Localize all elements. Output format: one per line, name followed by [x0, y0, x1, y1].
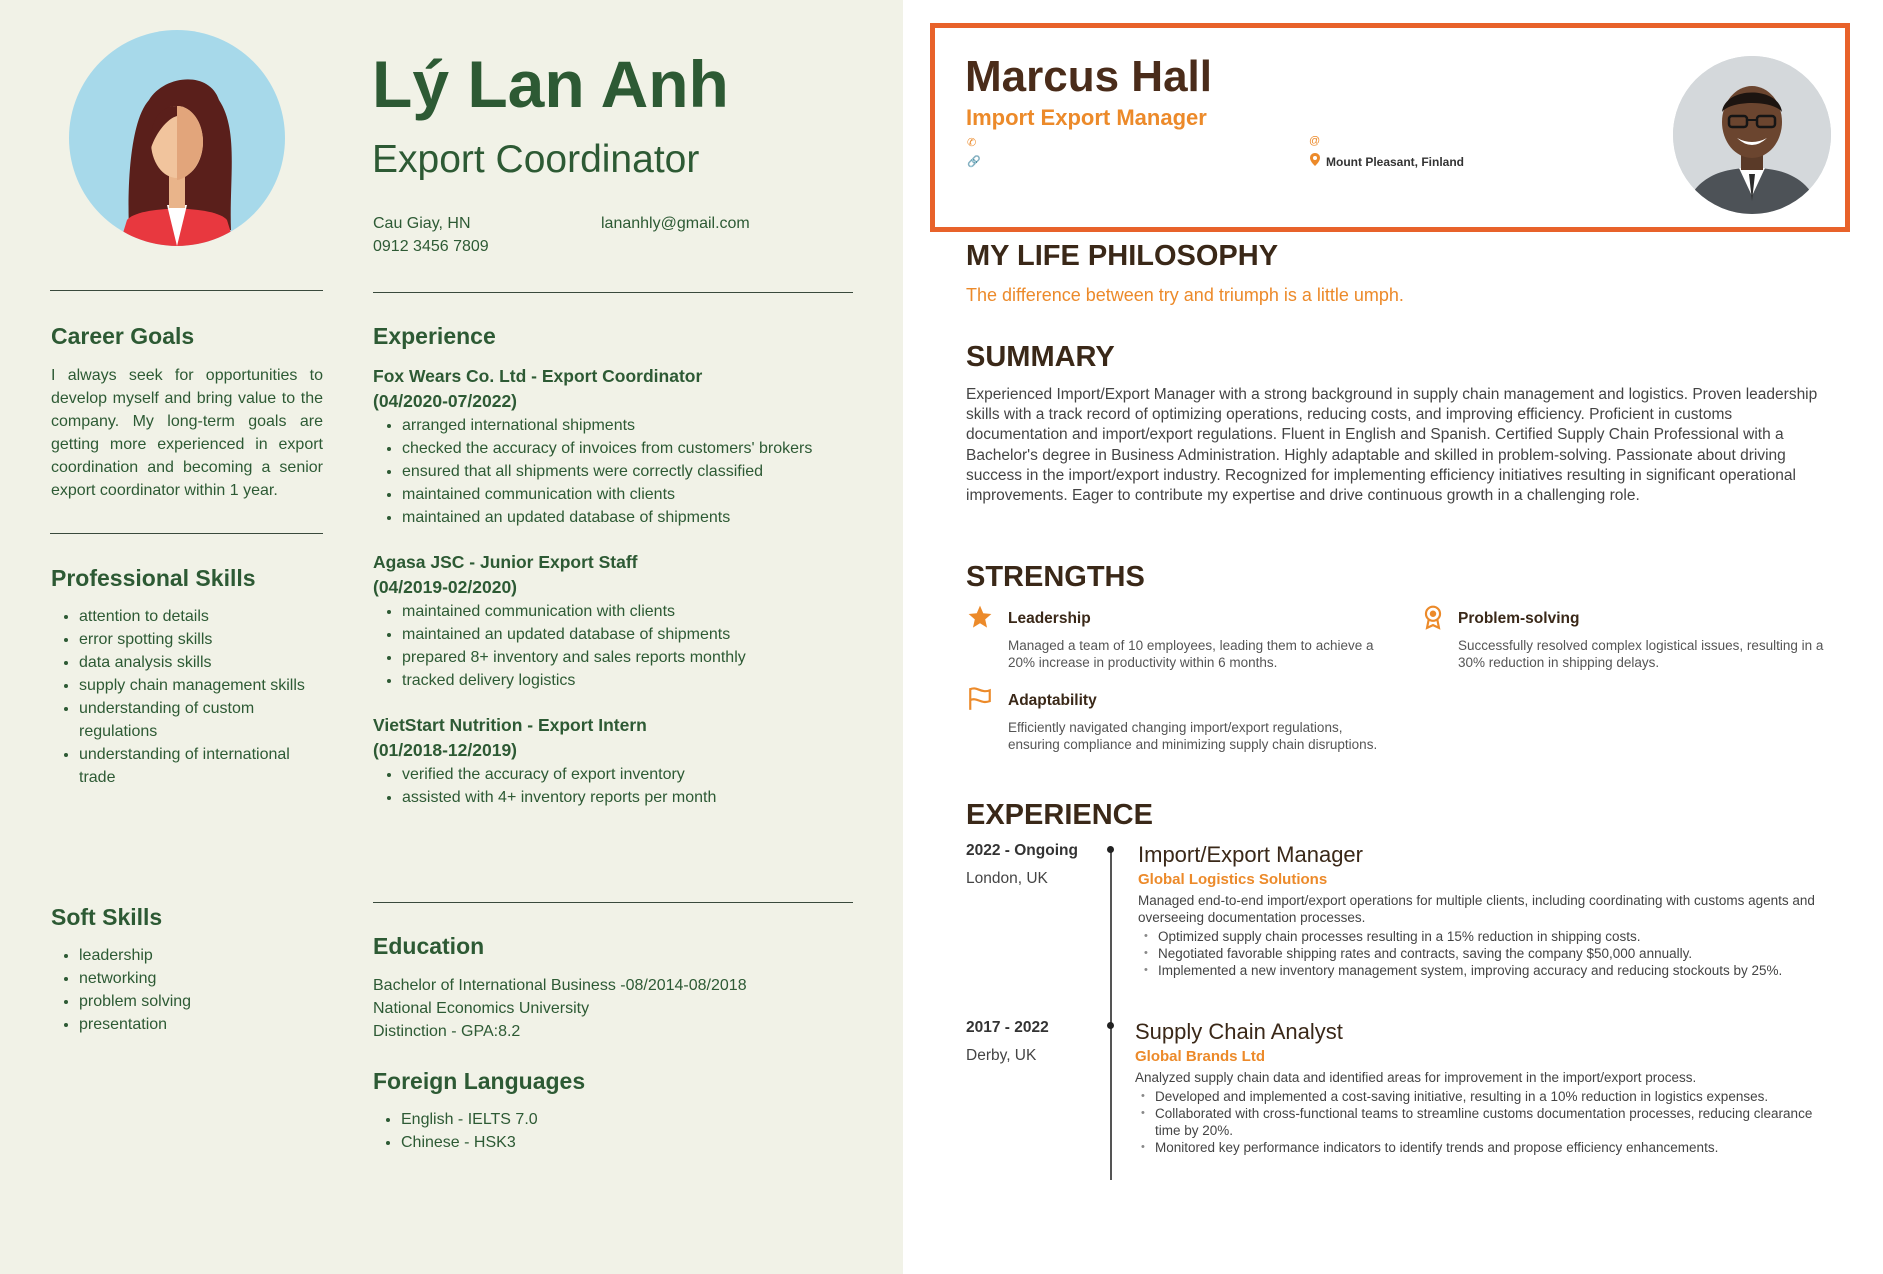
list-item: • Developed and implemented a cost-saving initiative, resulting in a 10% reduction in logistics expenses. — [1135, 1088, 1835, 1105]
list-item: • Collaborated with cross-functional teams to streamline customs documentation processes, reducing clearance time by 20%. — [1135, 1105, 1835, 1139]
job-entry — [373, 550, 873, 692]
job-company: Global Logistics Solutions — [1138, 871, 1328, 888]
strength-text: Successfully resolved complex logistical issues, resulting in a 30% reduction in shipping delays. — [1458, 638, 1824, 670]
divider — [50, 533, 323, 534]
strength-text: Efficiently navigated changing import/export regulations, ensuring compliance and minimizing supply chain disruptions. — [1008, 720, 1378, 752]
email-icon: @ — [1309, 135, 1321, 147]
strength-item — [1458, 610, 1843, 671]
job-entry — [373, 713, 873, 809]
list-item: • leadership — [79, 944, 323, 967]
job-dates: 2017 - 2022 — [966, 1019, 1049, 1036]
list-item: • Optimized supply chain processes resulting in a 15% reduction in shipping costs. — [1138, 928, 1838, 945]
left-phone: 0912 3456 7809 — [373, 238, 489, 255]
list-item: • understanding of custom regulations — [79, 697, 323, 743]
list-item: • error spotting skills — [79, 628, 323, 651]
profile-avatar — [69, 30, 285, 246]
list-item: • attention to details — [79, 605, 323, 628]
divider — [373, 292, 853, 293]
divider — [50, 290, 323, 291]
location-pin-icon — [1310, 153, 1320, 169]
job-company: Global Brands Ltd — [1135, 1048, 1266, 1065]
list-item: • Monitored key performance indicators to identify trends and propose efficiency enhancements. — [1135, 1139, 1835, 1156]
timeline-dot — [1107, 846, 1114, 853]
strength-title: Leadership — [1008, 610, 1091, 627]
job-location: London, UK — [966, 870, 1048, 887]
strength-item — [1008, 610, 1388, 671]
list-item: • presentation — [79, 1013, 323, 1036]
profile-photo — [1673, 56, 1831, 214]
right-job-title: Import Export Manager — [966, 105, 1207, 130]
job-title: Import/Export Manager — [1138, 842, 1363, 867]
left-email[interactable]: lananhly@gmail.com — [601, 215, 750, 232]
left-name: Lý Lan Anh — [372, 47, 729, 121]
job-location: Derby, UK — [966, 1047, 1037, 1064]
job-entry — [373, 364, 873, 529]
phone-icon: ✆ — [967, 137, 977, 149]
job-bullets — [1135, 1088, 1835, 1156]
list-item: • tracked delivery logistics — [402, 669, 873, 692]
flag-icon — [967, 686, 993, 712]
job-dates: (04/2019-02/2020) — [373, 577, 517, 597]
soft-skills-list — [51, 944, 323, 1036]
left-job-title: Export Coordinator — [372, 138, 700, 181]
list-item: • Implemented a new inventory management system, improving accuracy and reducing stockouts by 25%. — [1138, 962, 1838, 979]
job-dates: (04/2020-07/2022) — [373, 391, 517, 411]
list-item: • English - IELTS 7.0 — [401, 1108, 773, 1131]
list-item: • verified the accuracy of export inventory — [402, 763, 873, 786]
job-bullets — [373, 600, 873, 692]
soft-skills-heading: Soft Skills — [51, 904, 163, 930]
list-item: • Chinese - HSK3 — [401, 1131, 773, 1154]
strength-item — [1008, 692, 1393, 753]
philosophy-quote: The difference between try and triumph is a little umph. — [966, 285, 1404, 305]
timeline-dot — [1107, 1022, 1114, 1029]
career-goals-text: I always seek for opportunities to develop myself and bring value to the company. My long-term goals are getting more experienced in export coordination and becoming a senior export coordinator within 1 year. — [51, 367, 323, 499]
job-dates: 2022 - Ongoing — [966, 842, 1078, 859]
list-item: • data analysis skills — [79, 651, 323, 674]
list-item: • assisted with 4+ inventory reports per month — [402, 786, 873, 809]
job-description: Analyzed supply chain data and identified areas for improvement in the import/export process. — [1135, 1070, 1697, 1085]
star-icon — [967, 604, 993, 630]
list-item: • checked the accuracy of invoices from customers' brokers — [402, 437, 873, 460]
right-resume — [903, 0, 1883, 1274]
job-entry — [1138, 842, 1838, 979]
link-icon: 🔗 — [967, 156, 981, 168]
list-item: • maintained communication with clients — [402, 600, 873, 623]
list-item: • problem solving — [79, 990, 323, 1013]
summary-text: Experienced Import/Export Manager with a strong background in supply chain management and logistics. Proven leadership skills with a track record of optimizing operations, reducing costs, and improving efficiency. Proficient in customs documentation and import/export regulations. Fluent in English and Spanish. Certified Supply Chain Professional with a Bachelor's degree in Business Administration. Highly adaptable and skilled in problem-solving. Passionate about driving success in the import/export industry. Recognized for implementing efficiency initiatives resulting in significant operational improvements. Eager to contribute my expertise and drive continuous growth in a challenging role. — [966, 386, 1818, 505]
left-resume — [0, 0, 903, 1274]
career-goals-heading: Career Goals — [51, 323, 195, 349]
divider — [373, 902, 853, 903]
list-item: • supply chain management skills — [79, 674, 323, 697]
job-dates: (01/2018-12/2019) — [373, 740, 517, 760]
location-text: Mount Pleasant, Finland — [1326, 155, 1465, 169]
job-description: Managed end-to-end import/export operations for multiple clients, including coordinating with customs agents and overseeing documentation processes. — [1138, 893, 1815, 925]
list-item: • ensured that all shipments were correctly classified — [402, 460, 873, 483]
summary-heading: SUMMARY — [966, 341, 1115, 373]
professional-skills-heading: Professional Skills — [51, 565, 256, 591]
left-address: Cau Giay, HN — [373, 215, 471, 232]
job-bullets — [1138, 928, 1838, 979]
list-item: • understanding of international trade — [79, 743, 323, 789]
job-bullets — [373, 763, 873, 809]
strength-text: Managed a team of 10 employees, leading them to achieve a 20% increase in productivity within 6 months. — [1008, 638, 1374, 670]
professional-skills-list — [51, 605, 323, 789]
education-grade: Distinction - GPA:8.2 — [373, 1023, 521, 1040]
job-title: Agasa JSC - Junior Export Staff — [373, 552, 638, 572]
timeline-line — [1110, 850, 1112, 1180]
philosophy-heading: MY LIFE PHILOSOPHY — [966, 240, 1279, 272]
list-item: • maintained an updated database of shipments — [402, 506, 873, 529]
list-item: • prepared 8+ inventory and sales reports monthly — [402, 646, 873, 669]
job-bullets — [373, 414, 873, 529]
strength-title: Adaptability — [1008, 692, 1097, 709]
experience-heading: EXPERIENCE — [966, 799, 1153, 831]
award-icon — [1420, 604, 1446, 630]
list-item: • maintained an updated database of shipments — [402, 623, 873, 646]
education-details — [373, 974, 747, 1043]
list-item: • networking — [79, 967, 323, 990]
job-title: Supply Chain Analyst — [1135, 1019, 1343, 1044]
education-school: National Economics University — [373, 1000, 590, 1017]
list-item: • Negotiated favorable shipping rates and contracts, saving the company $50,000 annually. — [1138, 945, 1838, 962]
strengths-heading: STRENGTHS — [966, 561, 1145, 593]
job-title: Fox Wears Co. Ltd - Export Coordinator — [373, 366, 703, 386]
languages-list — [373, 1108, 773, 1154]
list-item: • maintained communication with clients — [402, 483, 873, 506]
list-item: • arranged international shipments — [402, 414, 873, 437]
job-title: VietStart Nutrition - Export Intern — [373, 715, 647, 735]
languages-heading: Foreign Languages — [373, 1068, 586, 1094]
experience-heading: Experience — [373, 323, 496, 349]
education-degree: Bachelor of International Business -08/2014-08/2018 — [373, 977, 747, 994]
education-heading: Education — [373, 933, 485, 959]
strength-title: Problem-solving — [1458, 610, 1580, 627]
right-name: Marcus Hall — [965, 52, 1212, 101]
job-entry — [1135, 1019, 1835, 1156]
